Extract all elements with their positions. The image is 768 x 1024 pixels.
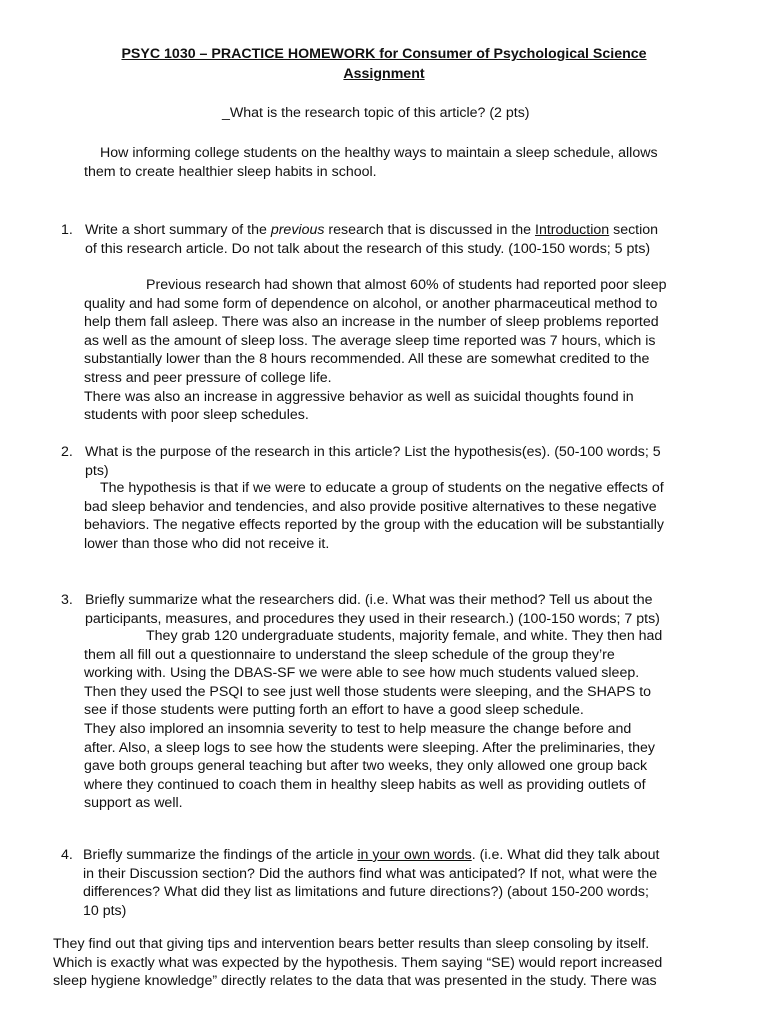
- question-3-number: 3.: [61, 592, 73, 608]
- q3-answer-line: see if those students were putting forth an effort to have a good sleep schedule.: [84, 702, 584, 719]
- question-4-answer: [53, 935, 733, 991]
- q3-answer-line: working with. Using the DBAS-SF we were able to see how much students valued sleep.: [84, 665, 640, 682]
- topic-answer-line-2: them to create healthier sleep habits in school.: [84, 163, 377, 180]
- topic-answer: [84, 144, 724, 181]
- question-1-answer: [84, 276, 724, 425]
- question-4-line-3: differences? What did they list as limitations and future directions?) (about 150-200 words;: [83, 884, 649, 901]
- q1-answer-line: There was also an increase in aggressive behavior as well as suicidal thoughts found in: [84, 388, 634, 405]
- q1-answer-line: Previous research had shown that almost 60% of students had reported poor sleep: [146, 277, 667, 293]
- q4-text-underline: in your own words: [357, 847, 472, 863]
- q1-answer-line: students with poor sleep schedules.: [84, 407, 309, 424]
- question-2-prompt: [85, 443, 725, 480]
- q4-answer-line: Which is exactly what was expected by the hypothesis. Them saying “SE) would report increased: [53, 954, 663, 971]
- q1-answer-line: quality and had some form of dependence on alcohol, or another pharmaceutical method to: [84, 295, 658, 312]
- question-3-answer: [84, 627, 724, 813]
- title-line-2: Assignment: [343, 66, 425, 82]
- question-2-line-1: What is the purpose of the research in this article? List the hypothesis(es). (50-100 words; 5: [85, 444, 661, 460]
- q1-text-b: research that is discussed in the: [324, 222, 536, 238]
- question-3-line-1: Briefly summarize what the researchers did. (i.e. What was their method? Tell us about the: [85, 592, 653, 608]
- q1-text-a: Write a short summary of the: [85, 222, 271, 238]
- q3-answer-line: They grab 120 undergraduate students, majority female, and white. They then had: [146, 628, 663, 644]
- q3-answer-line: gave both groups general teaching but after two weeks, they only allowed one group back: [84, 758, 648, 775]
- question-1-line-2: of this research article. Do not talk about the research of this study. (100-150 words; 5 pts): [85, 240, 651, 257]
- question-1-prompt: [85, 221, 725, 258]
- question-4-number: 4.: [61, 847, 73, 863]
- q4-text-b: . (i.e. What did they talk about: [471, 847, 660, 863]
- topic-question-text: What is the research topic of this article? (2 pts): [229, 105, 530, 121]
- q1-text-italic: previous: [270, 222, 325, 238]
- q4-answer-line: sleep hygiene knowledge” directly relates to the data that was presented in the study. There was: [53, 973, 657, 990]
- question-2-number: 2.: [61, 444, 73, 460]
- question-4-prompt: [83, 846, 723, 920]
- topic-question: [222, 104, 530, 123]
- question-1-number: 1.: [61, 222, 73, 238]
- question-2-answer: [84, 479, 724, 553]
- q2-answer-line: lower than those who did not receive it.: [84, 535, 330, 552]
- q3-answer-line: Then they used the PSQI to see just well those students were sleeping, and the SHAPS to: [84, 683, 652, 700]
- question-4-line-1: [83, 846, 723, 865]
- q3-answer-line: them all fill out a questionnaire to understand the sleep schedule of the group they’re: [84, 646, 615, 663]
- question-2-line-2: pts): [85, 462, 109, 479]
- q1-answer-line: stress and peer pressure of college life.: [84, 369, 332, 386]
- q1-answer-line: as well as the amount of sleep loss. The average sleep time reported was 7 hours, which is: [84, 332, 656, 349]
- question-4-line-2: in their Discussion section? Did the authors find what was anticipated? If not, what were the: [83, 865, 658, 882]
- q1-text-underline: Introduction: [535, 222, 610, 238]
- question-1-line-1: [85, 221, 725, 240]
- q2-answer-line: bad sleep behavior and tendencies, and also provide positive alternatives to these negative: [84, 498, 657, 515]
- q3-answer-line: support as well.: [84, 795, 183, 812]
- q4-answer-line: They find out that giving tips and intervention bears better results than sleep consoling by itself.: [53, 936, 650, 952]
- q3-answer-line: after. Also, a sleep logs to see how the students were sleeping. After the preliminaries, they: [84, 739, 655, 756]
- q1-answer-line: substantially lower than the 8 hours recommended. All these are somewhat credited to the: [84, 351, 650, 368]
- question-3-line-2: participants, measures, and procedures they used in their research.) (100-150 words; 7 pts): [85, 610, 660, 627]
- title-line-1: PSYC 1030 – PRACTICE HOMEWORK for Consumer of Psychological Science: [121, 46, 647, 62]
- q2-answer-line: The hypothesis is that if we were to educate a group of students on the negative effects of: [100, 480, 664, 496]
- topic-answer-line-1: How informing college students on the healthy ways to maintain a sleep schedule, allows: [100, 145, 658, 161]
- topic-question-prefix: _: [222, 105, 230, 121]
- q2-answer-line: behaviors. The negative effects reported by the group with the education will be substantially: [84, 517, 664, 534]
- document-title: [60, 44, 708, 84]
- question-3-prompt: [85, 591, 725, 628]
- q4-text-a: Briefly summarize the findings of the article: [83, 847, 358, 863]
- q3-answer-line: They also implored an insomnia severity to test to help measure the change before and: [84, 720, 632, 737]
- q1-answer-line: help them fall asleep. There was also an increase in the number of sleep problems reported: [84, 314, 659, 331]
- question-4-line-4: 10 pts): [83, 902, 127, 919]
- q1-text-c: section: [609, 222, 659, 238]
- q3-answer-line: where they continued to coach them in healthy sleep habits as well as providing outlets of: [84, 776, 646, 793]
